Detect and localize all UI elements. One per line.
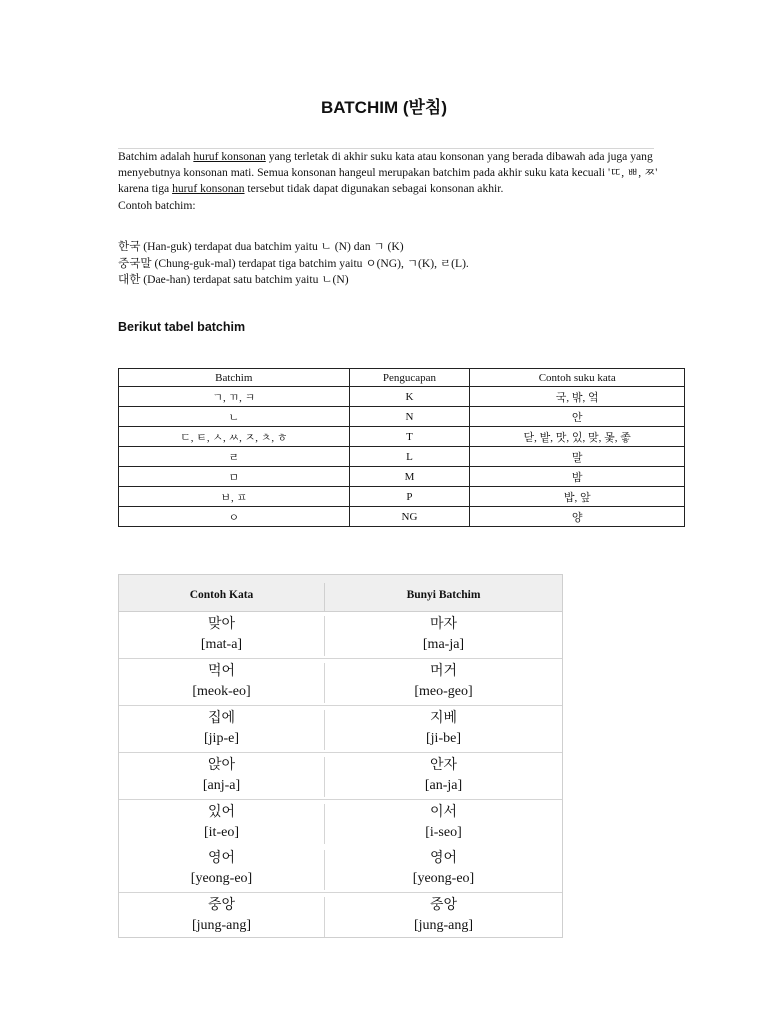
- word-cell: [119, 846, 324, 892]
- word-cell: [119, 800, 324, 846]
- romanization: [ma-ja]: [422, 637, 465, 652]
- table-cell: ㅇ: [119, 507, 350, 527]
- hangul-sound: 마자: [429, 617, 458, 632]
- table-row: [119, 447, 685, 467]
- word-cell: [119, 893, 324, 939]
- example-line: 대한 (Dae-han) terdapat satu batchim yaitu ㄴ(N): [118, 273, 349, 286]
- link-huruf-konsonan[interactable]: huruf konsonan: [193, 150, 266, 163]
- hangul-sound: 중앙: [429, 898, 458, 913]
- sound-cell: [325, 846, 562, 892]
- table-row: [119, 846, 562, 893]
- romanization: [it-eo]: [204, 825, 239, 840]
- table-header-cell: Bunyi Batchim: [406, 589, 481, 601]
- example-line: 한국 (Han-guk) terdapat dua batchim yaitu ㄴ (N) dan ㄱ (K): [118, 240, 404, 253]
- example-list: [118, 239, 658, 289]
- table-header-cell: Pengucapan: [349, 369, 470, 387]
- table-cell: 국, 밖, 엌: [470, 387, 685, 407]
- table-cell: 밤: [470, 467, 685, 487]
- intro-example-label: Contoh batchim:: [118, 198, 196, 212]
- table-cell: ㅁ: [119, 467, 350, 487]
- table-cell: 닫, 밭, 맛, 있, 맞, 몿, 좋: [470, 427, 685, 447]
- sound-cell: [325, 659, 562, 705]
- table-cell: NG: [349, 507, 470, 527]
- word-cell: [119, 612, 324, 658]
- romanization: [an-ja]: [424, 778, 463, 793]
- table-cell: T: [349, 427, 470, 447]
- table-row: [119, 800, 562, 846]
- hangul-word: 먹어: [207, 664, 236, 679]
- table-cell: ㅂ, ㅍ: [119, 487, 350, 507]
- intro-text: [118, 149, 658, 198]
- table-header-cell: Batchim: [119, 369, 350, 387]
- hangul-word: 맞아: [207, 617, 236, 632]
- table-cell: ㄹ: [119, 447, 350, 467]
- romanization: [jung-ang]: [191, 918, 252, 933]
- romanization: [meo-geo]: [414, 684, 473, 699]
- table-row: [119, 387, 685, 407]
- example-line: 중국말 (Chung-guk-mal) terdapat tiga batchim yaitu ㅇ(NG), ㄱ(K), ㄹ(L).: [118, 256, 469, 270]
- table-row: [119, 893, 562, 939]
- sound-cell: [325, 706, 562, 752]
- romanization: [mat-a]: [200, 637, 243, 652]
- romanization: [anj-a]: [202, 778, 241, 793]
- intro-text-part: yang terletak di akhir suku kata atau konsonan yang berada dibawah ada juga yang menyebutnya konsonan mati. Semua konsonan hangeul merupakan batchim pada akhir suku kata kecuali 'ㄸ, ㅃ, ㅉ' karena tiga: [118, 150, 658, 196]
- romanization: [meok-eo]: [192, 684, 251, 699]
- link-huruf-konsonan-2[interactable]: huruf konsonan: [172, 182, 245, 196]
- table-header-cell: Contoh Kata: [189, 589, 254, 601]
- table-cell: 양: [470, 507, 685, 527]
- word-cell: [119, 753, 324, 799]
- table-cell: N: [349, 407, 470, 427]
- table-row: [119, 467, 685, 487]
- word-cell: [119, 659, 324, 705]
- hangul-sound: 머거: [429, 664, 458, 679]
- table-row: [119, 706, 562, 753]
- table-header-row: [119, 369, 685, 387]
- table-cell: P: [349, 487, 470, 507]
- table-row: [119, 427, 685, 447]
- romanization: [yeong-eo]: [412, 871, 475, 886]
- table-cell: M: [349, 467, 470, 487]
- pronunciation-table: [118, 574, 563, 938]
- table-cell: 안: [470, 407, 685, 427]
- table-row: [119, 407, 685, 427]
- romanization: [ji-be]: [426, 731, 461, 746]
- table-row: [119, 487, 685, 507]
- romanization: [i-seo]: [425, 825, 462, 840]
- table-cell: 말: [470, 447, 685, 467]
- hangul-word: 중앙: [207, 898, 236, 913]
- table-cell: ㄴ: [119, 407, 350, 427]
- table-row: [119, 659, 562, 706]
- intro-text-part: tersebut tidak dapat digunakan sebagai konsonan akhir.: [244, 182, 504, 196]
- hangul-word: 앉아: [207, 758, 236, 773]
- hangul-sound: 이서: [429, 805, 458, 820]
- table-cell: K: [349, 387, 470, 407]
- batchim-table: [118, 368, 685, 527]
- hangul-word: 영어: [207, 851, 236, 866]
- sound-cell: [325, 893, 562, 939]
- table-cell: ㄷ, ㅌ, ㅅ, ㅆ, ㅈ, ㅊ, ㅎ: [119, 427, 350, 447]
- hangul-word: 집에: [207, 711, 236, 726]
- table-cell: ㄱ, ㄲ, ㅋ: [119, 387, 350, 407]
- intro-text-part: Batchim adalah: [118, 150, 194, 163]
- word-cell: [119, 706, 324, 752]
- romanization: [jung-ang]: [413, 918, 474, 933]
- romanization: [yeong-eo]: [190, 871, 253, 886]
- section-heading: Berikut tabel batchim: [118, 320, 246, 334]
- page-title: BATCHIM (받침): [320, 98, 447, 117]
- table-cell: 밥, 앞: [470, 487, 685, 507]
- intro-paragraph: [118, 149, 658, 214]
- sound-cell: [325, 800, 562, 846]
- table-header-cell: Contoh suku kata: [470, 369, 685, 387]
- hangul-sound: 지베: [429, 711, 458, 726]
- hangul-sound: 안자: [429, 758, 458, 773]
- table-row: [119, 753, 562, 800]
- table-header-row: [119, 575, 562, 612]
- sound-cell: [325, 612, 562, 658]
- sound-cell: [325, 753, 562, 799]
- table-cell: L: [349, 447, 470, 467]
- romanization: [jip-e]: [204, 731, 239, 746]
- table-row: [119, 507, 685, 527]
- table-row: [119, 612, 562, 659]
- hangul-sound: 영어: [429, 851, 458, 866]
- hangul-word: 있어: [207, 805, 236, 820]
